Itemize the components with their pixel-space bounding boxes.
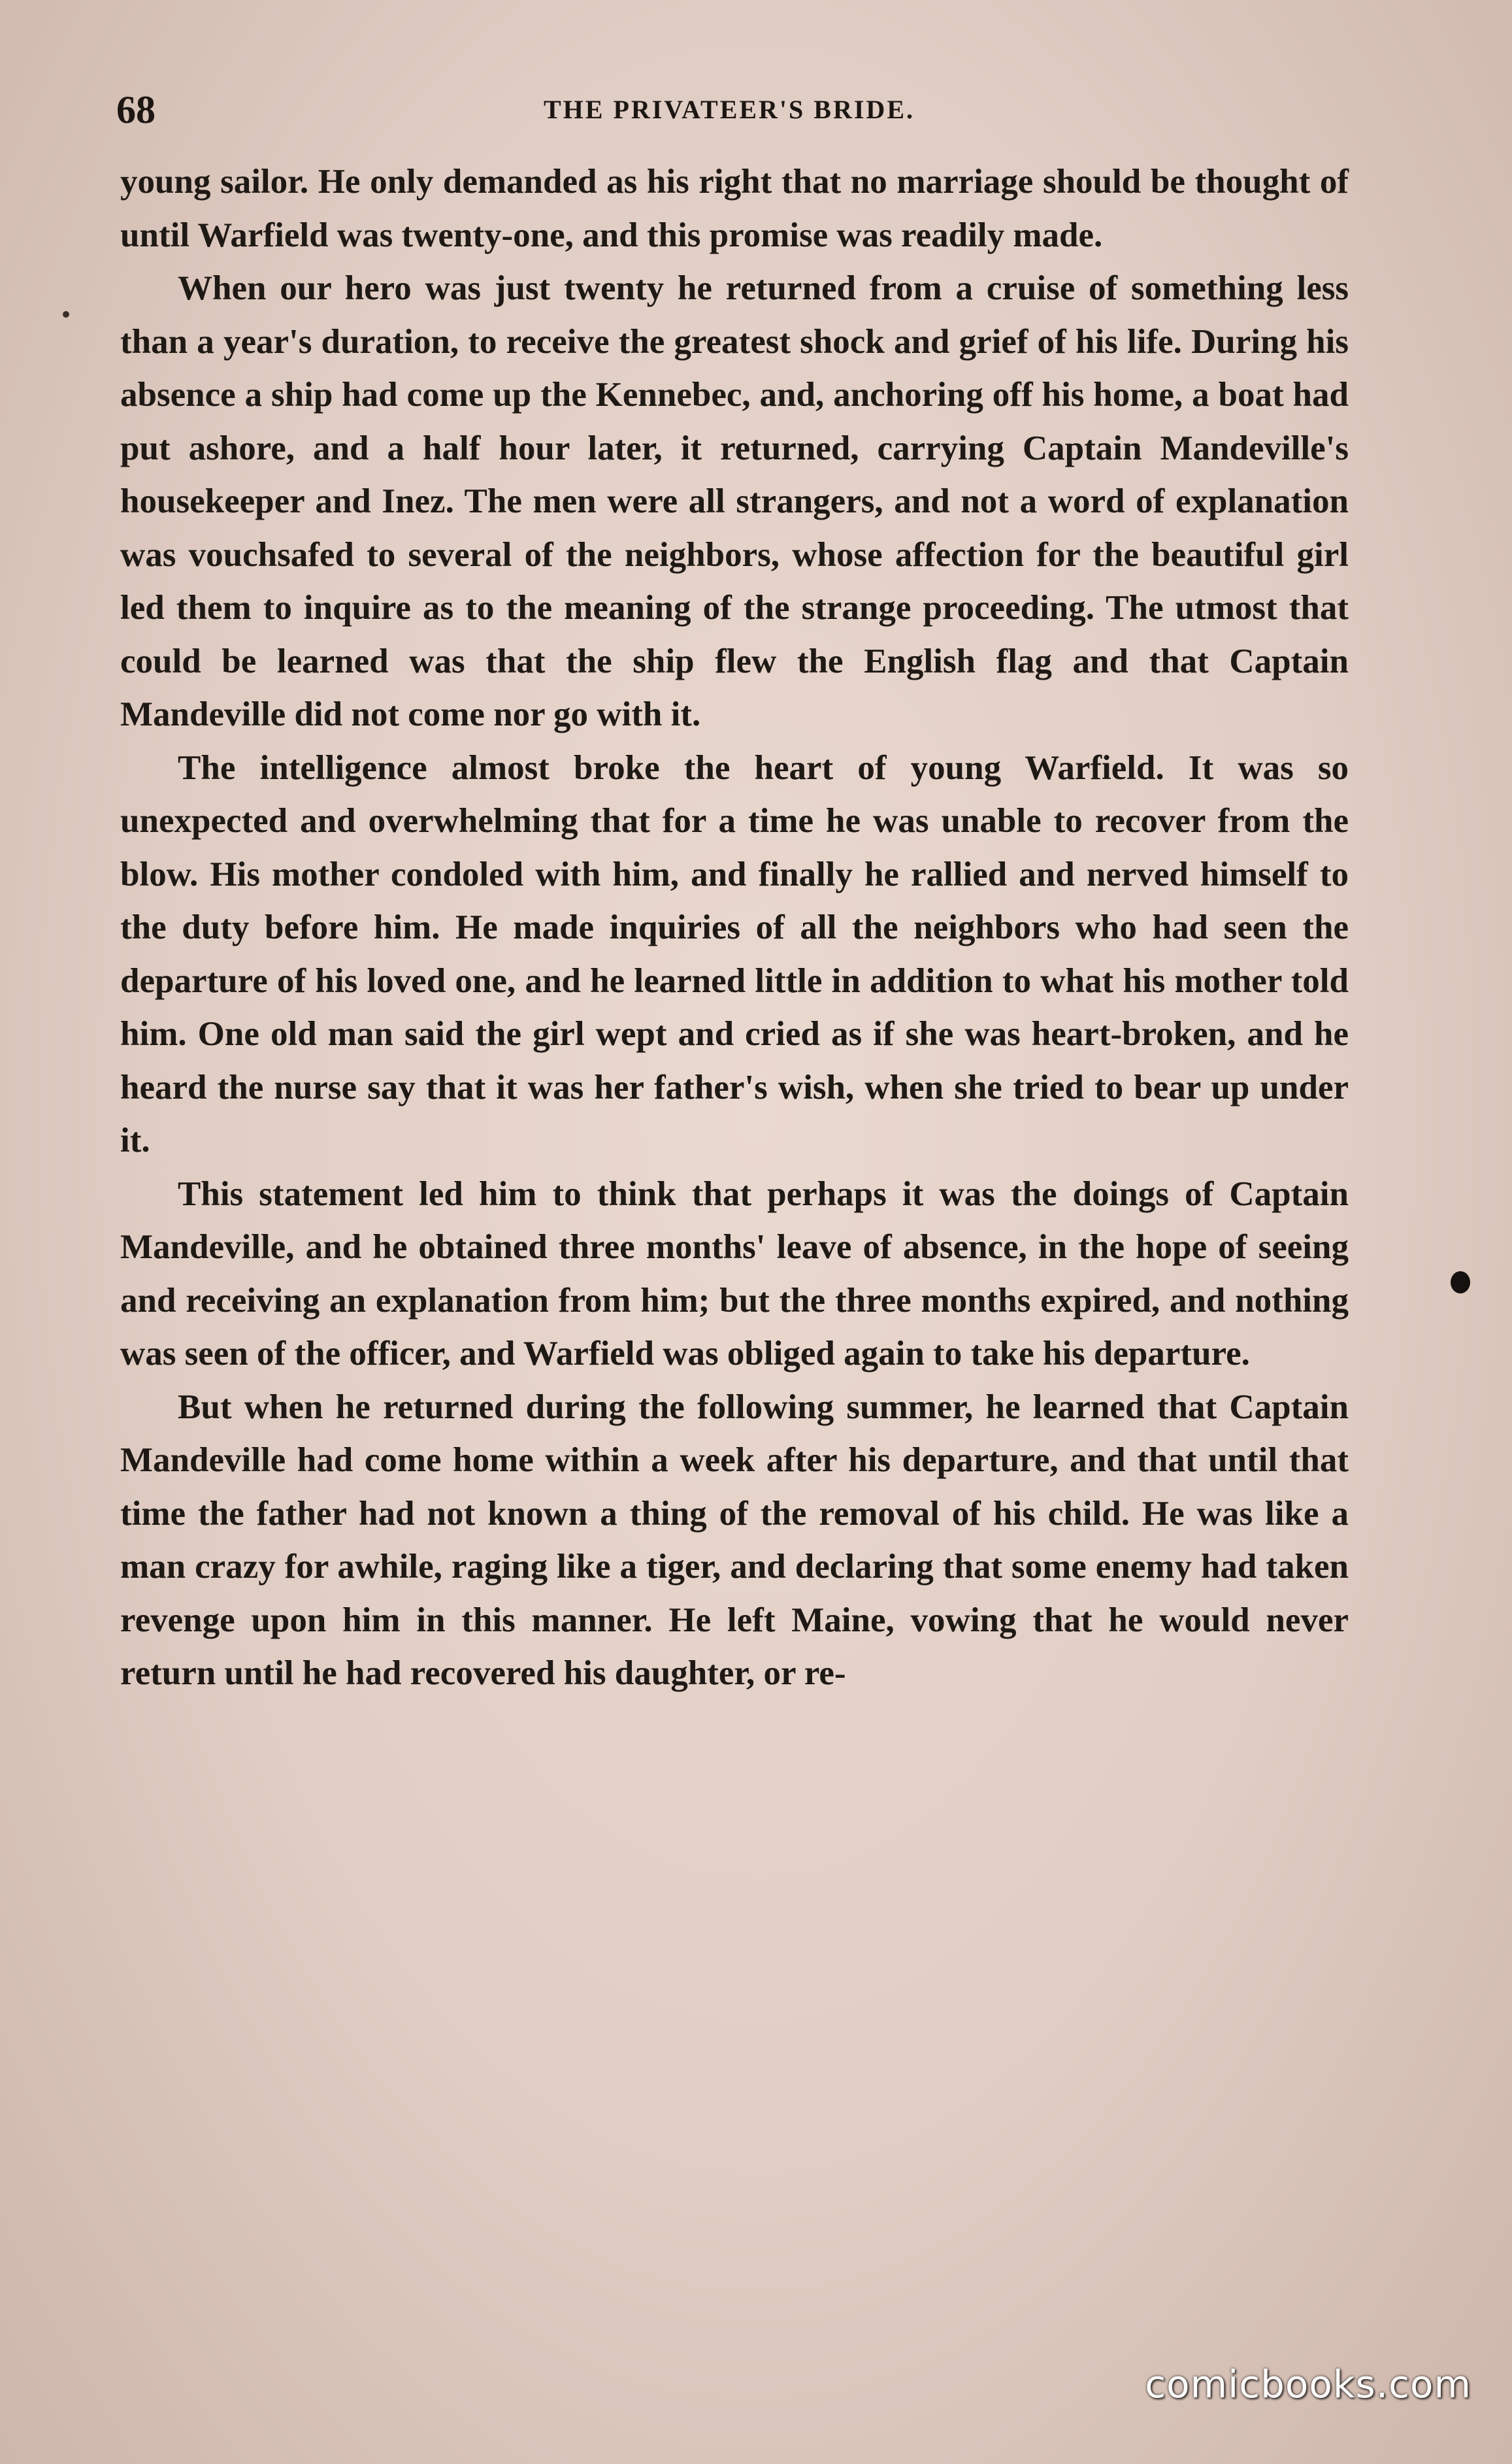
body-text	[120, 156, 1349, 1701]
ink-blot	[1451, 1271, 1470, 1293]
paragraph: young sailor. He only demanded as his right that no marriage should be thought of until Warfield was twenty-one, and this promise was readily made.	[120, 163, 1349, 254]
paragraph: The intelligence almost broke the heart of young Warfield. It was so unexpected and overwhelming that for a time he was unable to recover from the blow. His mother condoled with him, and finally he rallied and nerved himself to the duty before him. He made inquiries of all the neighbors who had seen the departure of his loved one, and he learned little in addition to what his mother told him. One old man said the girl wept and cried as if she was heart-broken, and he heard the nurse say that it was her father's wish, when she tried to bear up under it.	[120, 748, 1349, 1159]
paragraph: When our hero was just twenty he returned from a cruise of something less than a year's duration, to receive the greatest shock and grief of his life. During his absence a ship had come up the Kennebec, and, anchoring off his home, a boat had put ashore, and a half hour later, it returned, carrying Captain Mandeville's housekeeper and Inez. The men were all strangers, and not a word of explanation was vouchsafed to several of the neighbors, whose affection for the beautiful girl led them to inquire as to the meaning of the strange proceeding. The utmost that could be learned was that the ship flew the English flag and that Captain Mandeville did not come nor go with it.	[120, 269, 1349, 733]
watermark: comicbooks.com	[1145, 2362, 1471, 2406]
running-head: THE PRIVATEER'S BRIDE.	[544, 95, 915, 124]
page-number: 68	[116, 88, 156, 131]
paragraph: This statement led him to think that perhaps it was the doings of Captain Mandeville, and he obtained three months' leave of absence, in the hope of seeing and receiving an explanation from him; but the three months expired, and nothing was seen of the officer, and Warfield was obliged again to take his departure.	[120, 1174, 1349, 1373]
page-header	[116, 84, 1342, 136]
ink-speck	[63, 311, 69, 318]
paragraph: But when he returned during the following summer, he learned that Captain Mandeville had come home within a week after his departure, and that until that time the father had not known a thing of the removal of his child. He was like a man crazy for awhile, raging like a tiger, and declaring that some enemy had taken revenge upon him in this manner. He left Maine, vowing that he would never return until he had recovered his daughter, or re-	[120, 1388, 1349, 1692]
